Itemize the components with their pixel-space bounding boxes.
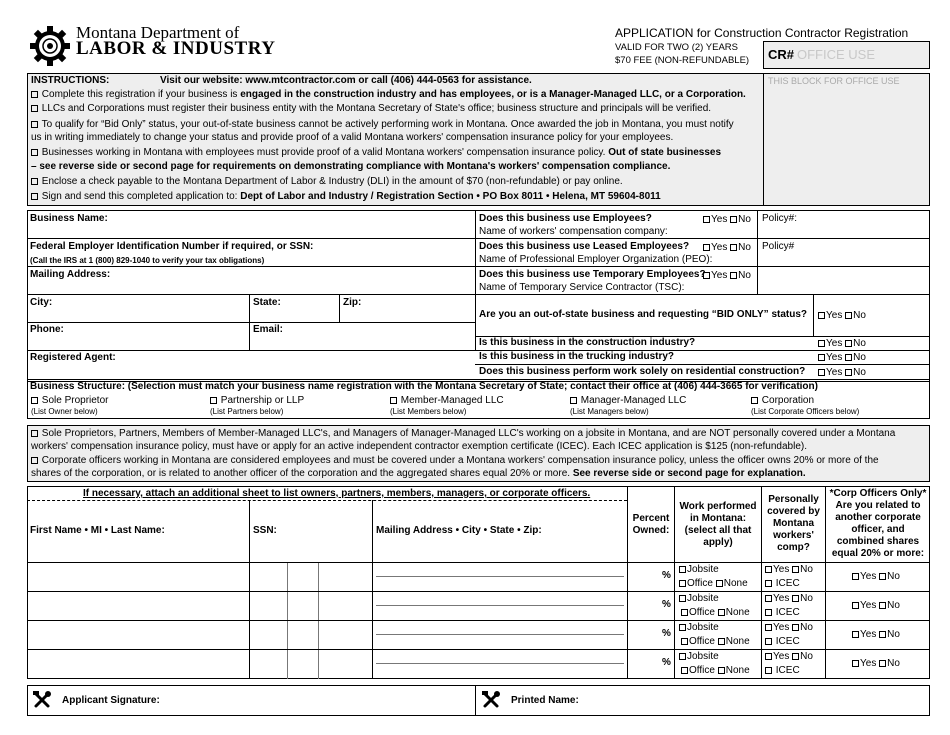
jobsite-option[interactable]: Jobsite xyxy=(679,622,719,634)
office-none-option[interactable]: Office None xyxy=(681,607,750,619)
cr-label: CR# xyxy=(768,47,795,62)
checkbox[interactable] xyxy=(681,609,688,616)
icec-option[interactable]: ICEC xyxy=(765,636,800,648)
yes-checkbox[interactable] xyxy=(818,369,825,376)
tools-icon xyxy=(32,690,52,710)
jobsite-option[interactable]: Jobsite xyxy=(679,564,719,576)
no-checkbox[interactable] xyxy=(792,566,799,573)
structure-option-note: (List Partners below) xyxy=(210,407,284,416)
no-checkbox[interactable] xyxy=(730,216,737,223)
instruction-5: Enclose a check payable to the Montana Department of Labor & Industry (DLI) in the amount of $70 (non-refundable) or pay online. xyxy=(31,176,623,188)
no-checkbox[interactable] xyxy=(879,660,886,667)
yes-checkbox[interactable] xyxy=(765,566,772,573)
checkbox[interactable] xyxy=(679,595,686,602)
checkbox[interactable] xyxy=(765,580,772,587)
yes-checkbox[interactable] xyxy=(818,312,825,319)
q-employees-yesno: Yes No xyxy=(703,214,751,226)
bullet-checkbox-icon xyxy=(31,193,38,200)
corp-related-yesno[interactable]: Yes No xyxy=(852,600,900,612)
checkbox[interactable] xyxy=(765,667,772,674)
checkbox[interactable] xyxy=(751,397,758,404)
checkbox[interactable] xyxy=(679,624,686,631)
org-line1: Montana Department of xyxy=(76,23,240,42)
structure-option[interactable] xyxy=(751,395,814,407)
structure-option-label: Member-Managed LLC xyxy=(400,395,504,406)
no-checkbox[interactable] xyxy=(845,312,852,319)
structure-option-label: Partnership or LLP xyxy=(220,395,305,406)
no-checkbox[interactable] xyxy=(845,369,852,376)
col-work: Work performed in Montana: (select all that apply) xyxy=(679,501,757,548)
q-bid-yesno: Yes No xyxy=(818,310,866,322)
no-checkbox[interactable] xyxy=(879,573,886,580)
q-leased: Does this business use Leased Employees? xyxy=(479,241,690,252)
jobsite-option[interactable]: Jobsite xyxy=(679,593,719,605)
q-trucking: Is this business in the trucking industry? xyxy=(479,351,675,362)
no-checkbox[interactable] xyxy=(730,272,737,279)
checkbox[interactable] xyxy=(681,667,688,674)
instruction-4: Businesses working in Montana with employees must provide proof of a valid Montana workers' compensation insurance policy. Out of state businesses xyxy=(31,147,721,159)
no-checkbox[interactable] xyxy=(845,354,852,361)
percent-sign: % xyxy=(662,657,671,668)
instruction-6: Sign and send this completed application to: Dept of Labor and Industry / Registration Section • PO Box 8011 • Helena, MT 59604-8011 xyxy=(31,191,661,203)
notice-1: Sole Proprietors, Partners, Members of Member-Managed LLC's, and Managers of Manager-Managed LLC's working on a jobsite in Montana, and are NOT personally covered under a Montana xyxy=(31,428,895,440)
fee-line: $70 FEE (NON-REFUNDABLE) xyxy=(615,55,750,66)
q-leased-yesno: Yes No xyxy=(703,242,751,254)
checkbox[interactable] xyxy=(718,638,725,645)
yes-checkbox[interactable] xyxy=(703,272,710,279)
cr-number-box xyxy=(763,41,930,69)
covered-yesno[interactable]: Yes No xyxy=(765,564,813,576)
checkbox[interactable] xyxy=(679,653,686,660)
no-checkbox[interactable] xyxy=(792,595,799,602)
col-address: Mailing Address • City • State • Zip: xyxy=(376,525,542,536)
checkbox[interactable] xyxy=(210,397,217,404)
checkbox[interactable] xyxy=(765,638,772,645)
q-temp-yesno: Yes No xyxy=(703,270,751,282)
form-title: APPLICATION for Construction Contractor Registration xyxy=(615,26,909,40)
percent-sign: % xyxy=(662,628,671,639)
yes-checkbox[interactable] xyxy=(765,624,772,631)
icec-option[interactable]: ICEC xyxy=(765,607,800,619)
bullet-checkbox-icon xyxy=(31,457,38,464)
yes-checkbox[interactable] xyxy=(765,653,772,660)
policy-label-1: Policy#: xyxy=(762,213,798,224)
bullet-checkbox-icon xyxy=(31,178,38,185)
structure-option[interactable] xyxy=(570,395,686,407)
instruction-3: To qualify for “Bid Only” status, your out-of-state business cannot be actively performing work in Montana. Once awarded the job in Montana, you must notify xyxy=(31,119,734,131)
yes-checkbox[interactable] xyxy=(852,573,859,580)
corp-related-yesno[interactable]: Yes No xyxy=(852,629,900,641)
col-corp: Are you related to another corporate officer, and combined shares equal 20% or more: xyxy=(831,500,925,559)
office-none-option[interactable]: Office None xyxy=(681,665,750,677)
structure-label: Business Structure: (Selection must match your business name registration with the Montana Secretary of State; contact their office at (406) 444-3665 for verification) xyxy=(30,381,818,392)
no-checkbox[interactable] xyxy=(792,624,799,631)
fein-note: (Call the IRS at 1 (800) 829-1040 to verify your tax obligations) xyxy=(30,256,265,265)
checkbox[interactable] xyxy=(679,566,686,573)
q-residential-yesno: Yes No xyxy=(818,367,866,379)
q-trucking-yesno: Yes No xyxy=(818,352,866,364)
no-checkbox[interactable] xyxy=(792,653,799,660)
bullet-checkbox-icon xyxy=(31,91,38,98)
col-covered: Personally covered by Montana workers' comp? xyxy=(767,494,820,553)
corp-related-yesno[interactable]: Yes No xyxy=(852,658,900,670)
covered-yesno[interactable]: Yes No xyxy=(765,593,813,605)
bullet-checkbox-icon xyxy=(31,149,38,156)
col-corp-title: *Corp Officers Only* xyxy=(829,488,927,499)
q-construction-yesno: Yes No xyxy=(818,338,866,350)
policy-label-2: Policy# xyxy=(762,241,795,252)
covered-yesno[interactable]: Yes No xyxy=(765,622,813,634)
bullet-checkbox-icon xyxy=(31,121,38,128)
col-name: First Name • MI • Last Name: xyxy=(30,525,165,536)
office-none-option[interactable]: Office None xyxy=(681,636,750,648)
yes-checkbox[interactable] xyxy=(852,660,859,667)
corp-related-yesno[interactable]: Yes No xyxy=(852,571,900,583)
checkbox[interactable] xyxy=(31,397,38,404)
structure-option[interactable] xyxy=(390,395,504,407)
checkbox[interactable] xyxy=(390,397,397,404)
office-block-label: THIS BLOCK FOR OFFICE USE xyxy=(768,76,900,86)
q-employees-sub: Name of workers' compensation company: xyxy=(479,226,668,237)
notice-1-cont: workers' compensation insurance policy, must have or apply for an active independent contractor exemption certificate (ICEC). Each ICEC application is $125 (non-refundable). xyxy=(31,441,808,452)
structure-option[interactable] xyxy=(31,395,108,407)
instruction-1: Complete this registration if your business is engaged in the construction industry and has employees, or is a Manager-Managed LLC, or a Corporation. xyxy=(31,89,746,101)
no-checkbox[interactable] xyxy=(879,602,886,609)
col-percent: Percent Owned: xyxy=(632,513,670,536)
no-checkbox[interactable] xyxy=(730,244,737,251)
q-temp: Does this business use Temporary Employees? xyxy=(479,269,706,280)
bullet-checkbox-icon xyxy=(31,105,38,112)
covered-yesno[interactable]: Yes No xyxy=(765,651,813,663)
q-residential: Does this business perform work solely on residential construction? xyxy=(479,366,806,377)
col-ssn: SSN: xyxy=(253,525,277,536)
icec-option[interactable]: ICEC xyxy=(765,578,800,590)
checkbox[interactable] xyxy=(718,667,725,674)
instruction-4-cont: – see reverse side or second page for requirements on demonstrating compliance with Montana's workers' compensation compliance. xyxy=(31,161,671,172)
office-none-option[interactable]: Office None xyxy=(679,578,748,590)
yes-checkbox[interactable] xyxy=(852,602,859,609)
structure-option-note: (List Corporate Officers below) xyxy=(751,407,860,416)
org-line2: LABOR & INDUSTRY xyxy=(76,38,276,59)
yes-checkbox[interactable] xyxy=(703,244,710,251)
yes-checkbox[interactable] xyxy=(818,354,825,361)
tools-icon xyxy=(481,690,501,710)
q-bid-only: Are you an out-of-state business and requesting “BID ONLY” status? xyxy=(479,309,808,320)
checkbox[interactable] xyxy=(765,609,772,616)
structure-option-note: (List Owner below) xyxy=(31,407,98,416)
cr-placeholder: OFFICE USE xyxy=(797,47,876,62)
checkbox[interactable] xyxy=(570,397,577,404)
yes-checkbox[interactable] xyxy=(765,595,772,602)
q-construction: Is this business in the construction industry? xyxy=(479,337,696,348)
signature-box xyxy=(27,685,930,716)
icec-option[interactable]: ICEC xyxy=(765,665,800,677)
website-line: Visit our website: www.mtcontractor.com or call (406) 444-0563 for assistance. xyxy=(160,75,532,86)
structure-option-label: Manager-Managed LLC xyxy=(580,395,687,406)
yes-checkbox[interactable] xyxy=(703,216,710,223)
checkbox[interactable] xyxy=(679,580,686,587)
notice-2-cont: shares of the corporation, or is related to another officer of the corporation and the aggregated shares equal 20% or more. See reverse side or second page for explanation. xyxy=(31,468,806,479)
valid-line: VALID FOR TWO (2) YEARS xyxy=(615,42,738,53)
bullet-checkbox-icon xyxy=(31,430,38,437)
checkbox[interactable] xyxy=(681,638,688,645)
instructions-title: INSTRUCTIONS: xyxy=(31,75,110,86)
yes-checkbox[interactable] xyxy=(818,340,825,347)
attach-note: If necessary, attach an additional sheet to list owners, partners, members, managers, or corporate officers. xyxy=(83,488,591,499)
checkbox[interactable] xyxy=(716,580,723,587)
no-checkbox[interactable] xyxy=(845,340,852,347)
jobsite-option[interactable]: Jobsite xyxy=(679,651,719,663)
structure-option[interactable] xyxy=(210,395,304,407)
checkbox[interactable] xyxy=(718,609,725,616)
gear-logo-icon xyxy=(28,24,72,68)
structure-option-note: (List Managers below) xyxy=(570,407,649,416)
yes-checkbox[interactable] xyxy=(852,631,859,638)
q-temp-sub: Name of Temporary Service Contractor (TSC): xyxy=(479,282,685,293)
instruction-2: LLCs and Corporations must register their business entity with the Montana Secretary of State's office; business structure and principals will be verified. xyxy=(31,103,711,115)
structure-option-label: Sole Proprietor xyxy=(41,395,109,406)
structure-option-note: (List Members below) xyxy=(390,407,467,416)
q-employees: Does this business use Employees? xyxy=(479,213,652,224)
instruction-3-cont: us in writing immediately to change your status and provide proof of a valid Montana workers' compensation insurance policy for your employees. xyxy=(31,132,674,143)
no-checkbox[interactable] xyxy=(879,631,886,638)
percent-sign: % xyxy=(662,570,671,581)
q-leased-sub: Name of Professional Employer Organization (PEO): xyxy=(479,254,713,265)
percent-sign: % xyxy=(662,599,671,610)
structure-option-label: Corporation xyxy=(761,395,815,406)
notice-2: Corporate officers working in Montana are considered employees and must be covered under a Montana workers' compensation insurance policy, unless the officer owns 20% or more of the xyxy=(31,455,879,467)
